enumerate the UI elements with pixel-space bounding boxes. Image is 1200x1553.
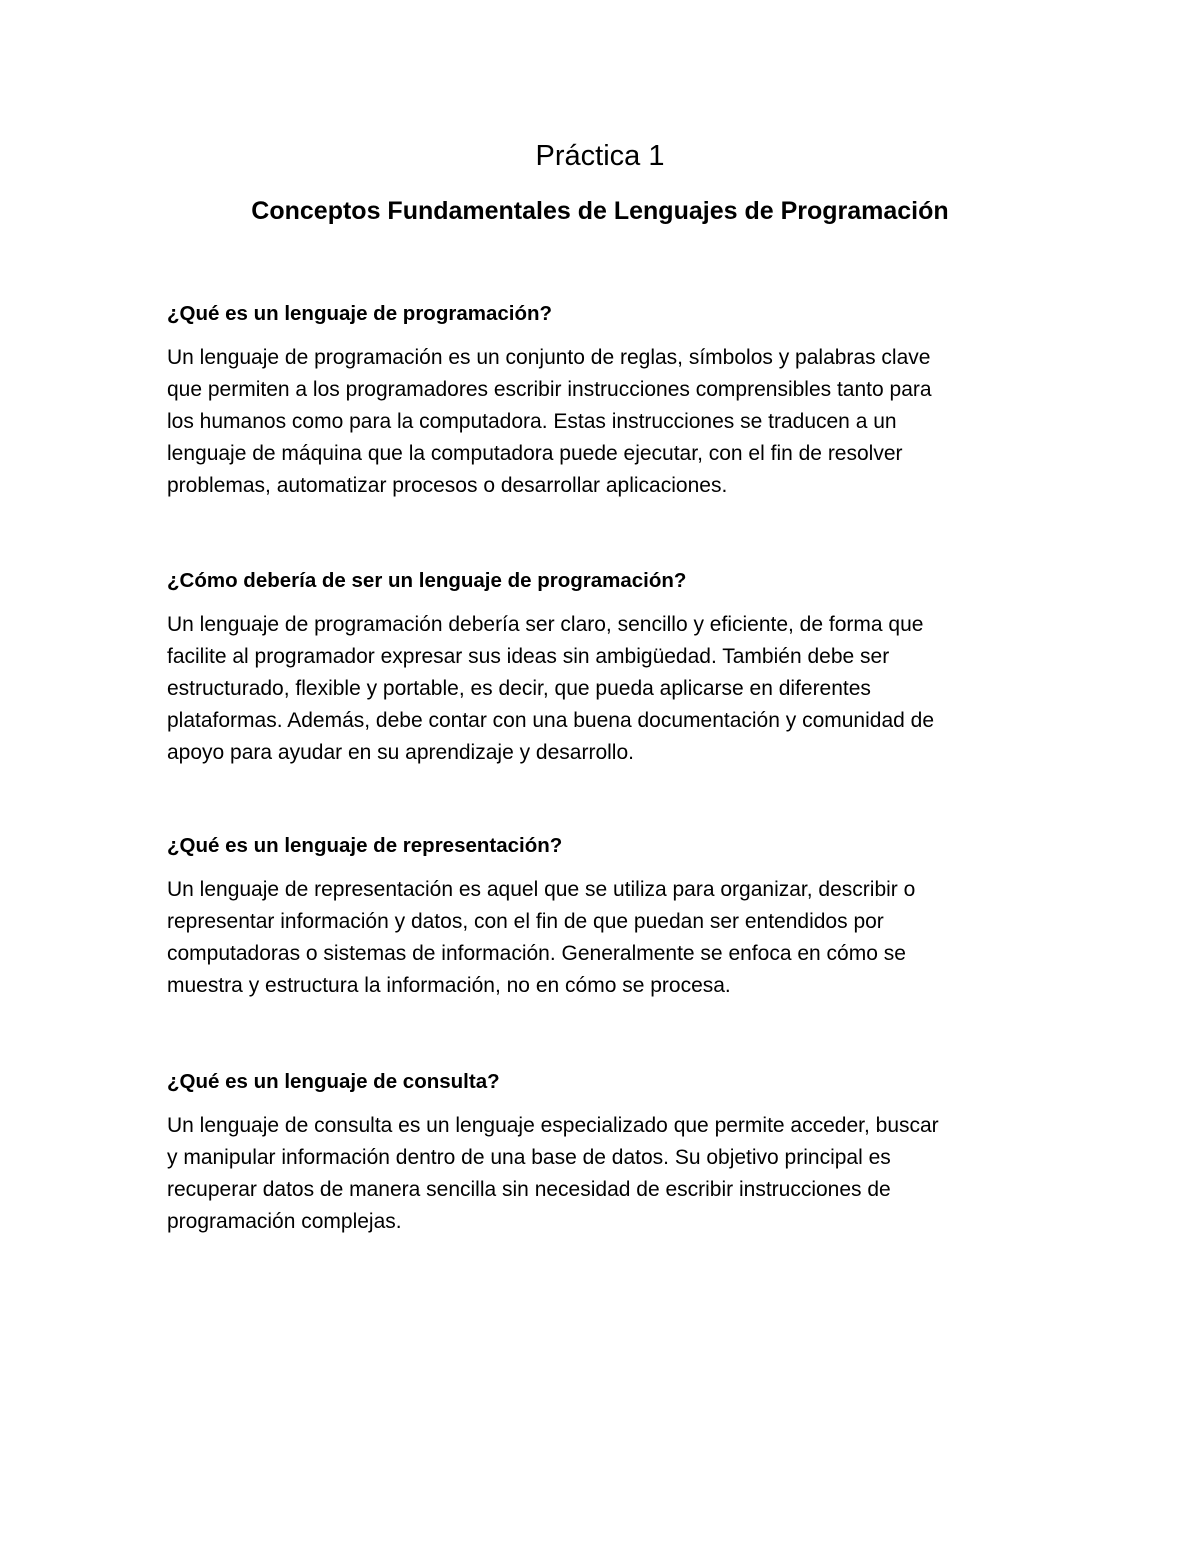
section-programming-language xyxy=(167,298,932,502)
section-query-language xyxy=(167,1066,939,1238)
answer-line: Un lenguaje de consulta es un lenguaje especializado que permite acceder, buscar xyxy=(167,1114,939,1137)
answer-line: y manipular información dentro de una base de datos. Su objetivo principal es xyxy=(167,1146,891,1169)
answer-line: lenguaje de máquina que la computadora puede ejecutar, con el fin de resolver xyxy=(167,442,903,465)
answer-line: Un lenguaje de representación es aquel que se utiliza para organizar, describir o xyxy=(167,878,916,901)
answer-line: recuperar datos de manera sencilla sin necesidad de escribir instrucciones de xyxy=(167,1178,891,1201)
document-title: Práctica 1 xyxy=(535,140,665,172)
answer-line: problemas, automatizar procesos o desarrollar aplicaciones. xyxy=(167,474,728,497)
answer-line: computadoras o sistemas de información. Generalmente se enfoca en cómo se xyxy=(167,942,906,965)
section-how-should-it-be xyxy=(167,565,934,769)
answer-line: representar información y datos, con el fin de que puedan ser entendidos por xyxy=(167,910,884,933)
answer-line: Un lenguaje de programación debería ser claro, sencillo y eficiente, de forma que xyxy=(167,613,924,636)
answer-line: apoyo para ayudar en su aprendizaje y desarrollo. xyxy=(167,741,634,764)
answer-line: los humanos como para la computadora. Estas instrucciones se traducen a un xyxy=(167,410,897,433)
section-question: ¿Qué es un lenguaje de representación? xyxy=(167,834,563,857)
answer-line: que permiten a los programadores escribir instrucciones comprensibles tanto para xyxy=(167,378,932,401)
answer-line: plataformas. Además, debe contar con una buena documentación y comunidad de xyxy=(167,709,935,732)
section-representation-language xyxy=(167,830,915,1002)
answer-line: programación complejas. xyxy=(167,1210,402,1233)
answer-line: estructurado, flexible y portable, es decir, que pueda aplicarse en diferentes xyxy=(167,677,871,700)
section-answer xyxy=(167,609,934,769)
answer-line: facilite al programador expresar sus ideas sin ambigüedad. También debe ser xyxy=(167,645,890,668)
section-answer xyxy=(167,874,915,1002)
document-subtitle: Conceptos Fundamentales de Lenguajes de Programación xyxy=(251,197,949,225)
section-answer xyxy=(167,342,932,502)
section-question: ¿Qué es un lenguaje de consulta? xyxy=(167,1070,500,1093)
answer-line: muestra y estructura la información, no en cómo se procesa. xyxy=(167,974,731,997)
section-answer xyxy=(167,1110,939,1238)
answer-line: Un lenguaje de programación es un conjunto de reglas, símbolos y palabras clave xyxy=(167,346,931,369)
section-question: ¿Qué es un lenguaje de programación? xyxy=(167,302,553,325)
section-question: ¿Cómo debería de ser un lenguaje de programación? xyxy=(167,569,687,592)
